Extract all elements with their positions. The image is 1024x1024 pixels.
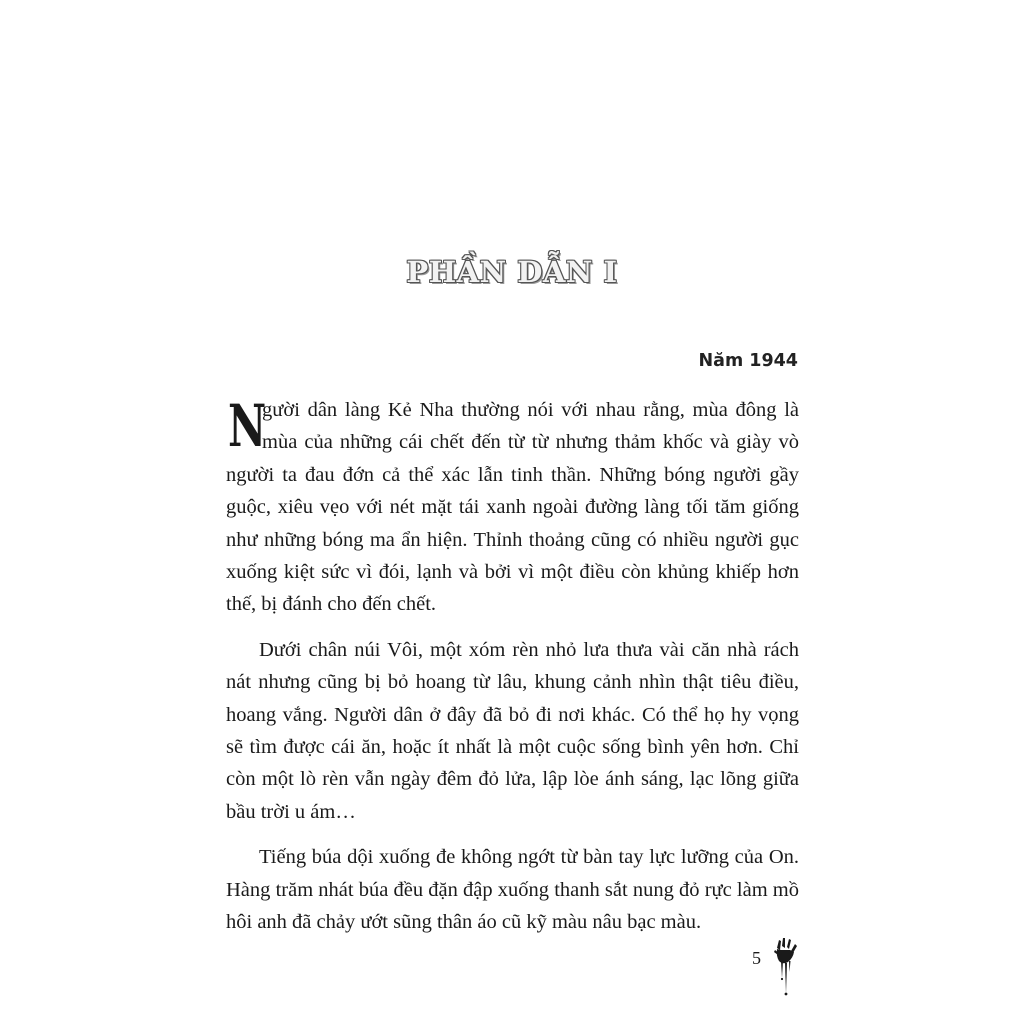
page-number: 5 bbox=[752, 948, 761, 968]
body-text bbox=[226, 394, 799, 952]
bloody-hand-icon bbox=[774, 938, 798, 1001]
page-footer bbox=[748, 938, 808, 1000]
year-heading: Năm 1944 bbox=[698, 351, 798, 371]
paragraph-3: Tiếng búa dội xuống đe không ngớt từ bàn tay lực lưỡng của On. Hàng trăm nhát búa đều đặn đập xuống thanh sắt nung đỏ rực làm mồ hôi anh đã chảy ướt sũng thân áo cũ kỹ màu nâu bạc màu. bbox=[226, 846, 799, 934]
chapter-title: PHẦN DẪN I bbox=[406, 255, 618, 289]
paragraph-1-text: gười dân làng Kẻ Nha thường nói với nhau rằng, mùa đông là mùa của những cái chết đến từ từ nhưng thảm khốc và giày vò người ta đau đớn cả thể xác lẫn tinh thần. Những bóng người gầy guộc, xiêu vẹo với nét mặt tái xanh ngoài đường làng tối tăm giống như những bóng ma ẩn hiện. Thỉnh thoảng cũng có nhiều người gục xuống kiệt sức vì đói, lạnh và bởi vì một điều còn khủng khiếp hơn thế, bị đánh cho đến chết. bbox=[226, 399, 799, 616]
paragraph-2: Dưới chân núi Vôi, một xóm rèn nhỏ lưa thưa vài căn nhà rách nát nhưng cũng bị bỏ hoang từ lâu, khung cảnh nhìn thật tiêu điều, hoang vắng. Người dân ở đây đã bỏ đi nơi khác. Có thể họ hy vọng sẽ tìm được cái ăn, hoặc ít nhất là một cuộc sống bình yên hơn. Chỉ còn một lò rèn vẫn ngày đêm đỏ lửa, lập lòe ánh sáng, lạc lõng giữa bầu trời u ám… bbox=[226, 638, 799, 823]
drop-cap: N bbox=[228, 392, 267, 460]
paragraph-1 bbox=[226, 394, 799, 621]
